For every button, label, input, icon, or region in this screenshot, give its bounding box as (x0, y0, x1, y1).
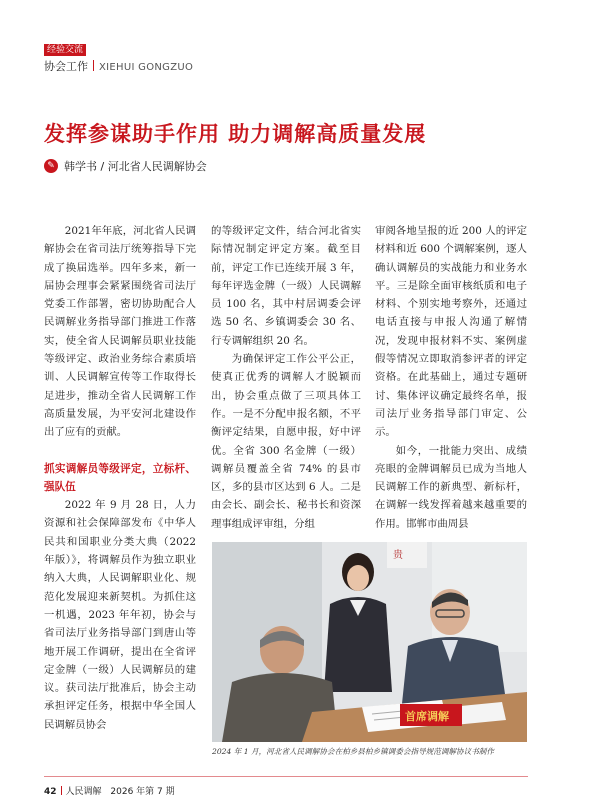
section-name-en: XIEHUI GONGZUO (99, 62, 194, 73)
section-header (44, 58, 193, 74)
footer-divider (61, 786, 62, 795)
text-column-3 (375, 222, 527, 533)
section-subhead: 抓实调解员等级评定，立标杆、强队伍 (44, 462, 196, 493)
wall-sign-text: 贵 (393, 550, 403, 561)
author-name: 韩学书 / 河北省人民调解协会 (64, 160, 207, 173)
page-footer (44, 784, 175, 797)
issue-label: 2026 年第 7 期 (110, 787, 175, 797)
author-line (44, 158, 207, 174)
article-photo (212, 542, 527, 742)
paragraph: 2022 年 9 月 28 日，人力资源和社会保障部发布《中华人民共和国职业分类大典（2022 年版）》，将调解员作为独立职业纳入大典，人民调解职业化、规范化发展迎来新契机。为抓住这一机遇，2023 年年初，协会与省司法厅业务指导部门到唐山等地开展工作调研，提出在全省评定金牌（一级）人民调解员的建议。获司法厅批准后，协会主动承担评定任务，根据中华全国人民调解员协会 (44, 499, 196, 731)
paragraph: 2021年年底，河北省人民调解协会在省司法厅统筹指导下完成了换届选举。四年多来，新一届协会理事会紧紧围绕省司法厅党委工作部署，密切协助配合人民调解业务指导部门推进工作落实，使全省人民调解员职业技能等级评定、政治业务综合素质培训、人民调解宣传等工作取得长足进步，推动全省人民调解工作高质量发展，为平安河北建设作出了应有的贡献。 (44, 225, 196, 439)
photo-caption: 2024 年 1 月，河北省人民调解协会在柏乡县柏乡镇调委会指导规范调解协议书制作 (212, 747, 494, 756)
nameplate-text: 首席调解 (405, 710, 449, 723)
column-tag: 经验交流 (44, 44, 86, 56)
article-title: 发挥参谋助手作用 助力调解高质量发展 (44, 122, 427, 146)
text-column-1 (44, 222, 196, 734)
paragraph: 为确保评定工作公平公正，使真正优秀的调解人才脱颖而出，协会重点做了三项具体工作。一是不分配申报名额，不平衡评定结果，自愿申报，好中评优。全省 300 名金牌（一级）调解员覆盖全省 74% 的县市区，多的县市区达到 6 人。二是由会长、副会长、秘书长和资深理事组成评审组，分组 (211, 353, 361, 530)
section-name-cn: 协会工作 (44, 60, 88, 73)
section-divider (93, 60, 94, 71)
text-column-2 (211, 222, 361, 533)
paragraph: 审阅各地呈报的近 200 人的评定材料和近 600 个调解案例，逐人确认调解员的实战能力和业务水平。三是除全面审核纸质和电子材料、个别实地考察外，还通过电话直接与申报人沟通了解情况，发现申报材料不实、案例虚假等情况立即取消参评者的评定资格。在此基础上，通过专题研讨、集体评议确定最终名单，报司法厅业务指导部门审定、公示。 (375, 225, 527, 439)
magazine-name: 人民调解 (65, 787, 102, 797)
paragraph: 如今，一批能力突出、成绩亮眼的金牌调解员已成为当地人民调解工作的新典型、新标杆，在调解一线发挥着越来越重要的作用。邯郸市曲周县 (375, 444, 527, 530)
paragraph: 的等级评定文件，结合河北省实际情况制定评定方案。截至目前，评定工作已连续开展 3 年，每年评选金牌（一级）人民调解员 100 名，其中村居调委会评选 50 名、乡镇调委会 30 名、行专调解组织 20 名。 (211, 225, 361, 347)
photo-illustration (212, 542, 527, 742)
pen-icon: ✎ (44, 159, 58, 173)
footer-rule (44, 776, 528, 777)
page-number: 42 (44, 787, 57, 797)
